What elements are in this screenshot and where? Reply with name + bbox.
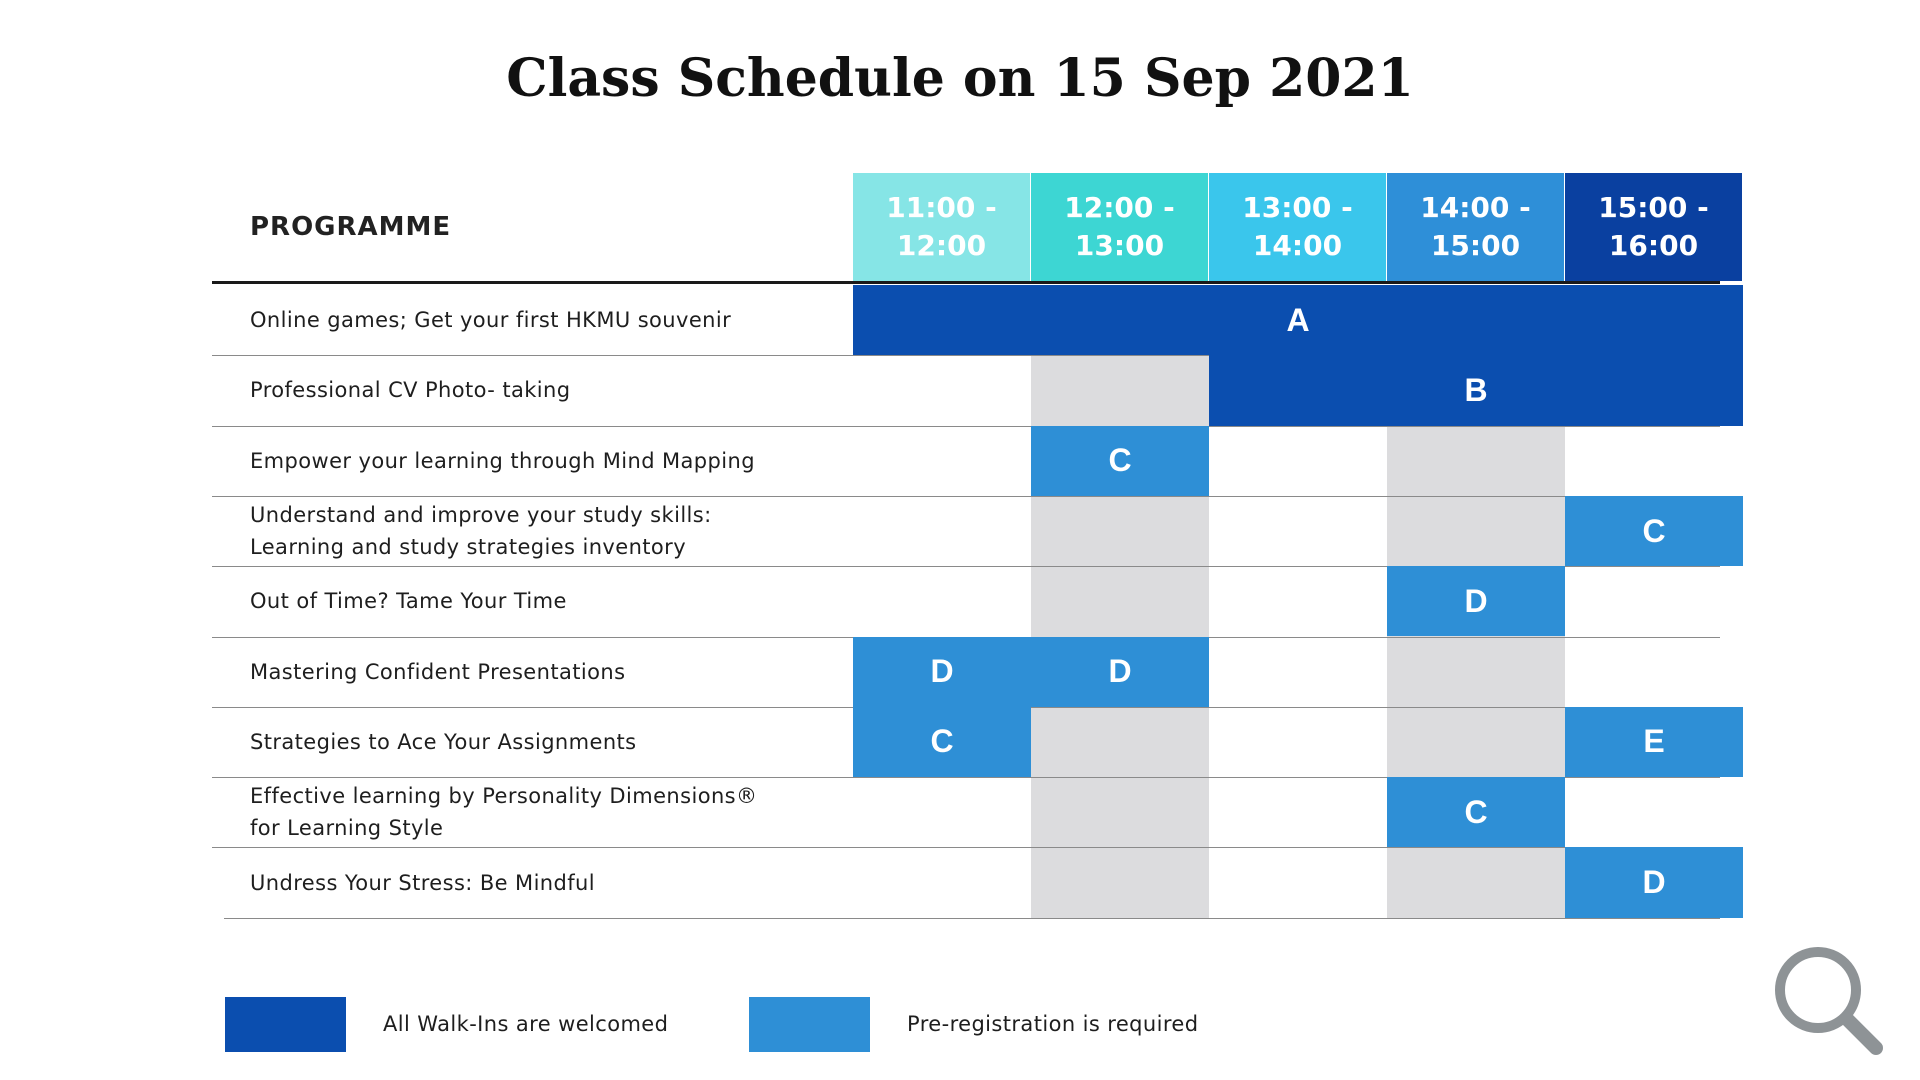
session-block: D: [1031, 637, 1209, 707]
time-slot-header: 15:00 - 16:00: [1565, 173, 1742, 281]
session-block: E: [1565, 707, 1743, 777]
programme-label: Understand and improve your study skills: Learning and study strategies inventory: [250, 503, 712, 560]
programme-label: Professional CV Photo- taking: [250, 378, 571, 403]
legend-swatch: [749, 997, 870, 1052]
programme-header: PROGRAMME: [250, 212, 452, 242]
programme-label: Empower your learning through Mind Mapping: [250, 448, 755, 473]
legend-label: All Walk-Ins are welcomed: [383, 1012, 669, 1036]
row-divider: [224, 918, 1720, 919]
session-block: C: [1387, 777, 1565, 847]
programme-label: Online games; Get your first HKMU souvenir: [250, 308, 732, 333]
session-block: C: [1031, 426, 1209, 496]
session-block: A: [853, 285, 1743, 355]
schedule-table: [212, 173, 1720, 913]
time-slot-header: 14:00 - 15:00: [1387, 173, 1564, 281]
session-block: D: [1387, 566, 1565, 636]
search-icon[interactable]: [1768, 940, 1888, 1060]
header-divider: [212, 281, 1720, 284]
session-block: D: [1565, 847, 1743, 917]
session-block: B: [1209, 355, 1743, 425]
legend-swatch: [225, 997, 346, 1052]
time-slot-header: 11:00 - 12:00: [853, 173, 1030, 281]
programme-label: Out of Time? Tame Your Time: [250, 589, 567, 614]
legend-label: Pre-registration is required: [907, 1012, 1199, 1036]
time-slot-header: 13:00 - 14:00: [1209, 173, 1386, 281]
programme-label: Undress Your Stress: Be Mindful: [250, 870, 595, 895]
programme-label: Mastering Confident Presentations: [250, 659, 626, 684]
time-slot-header: 12:00 - 13:00: [1031, 173, 1208, 281]
session-block: C: [1565, 496, 1743, 566]
shaded-column: [1031, 285, 1209, 918]
session-block: D: [853, 637, 1031, 707]
programme-label: Effective learning by Personality Dimensions® for Learning Style: [250, 784, 758, 841]
page-title: Class Schedule on 15 Sep 2021: [506, 48, 1414, 109]
programme-label: Strategies to Ace Your Assignments: [250, 729, 637, 754]
session-block: C: [853, 707, 1031, 777]
